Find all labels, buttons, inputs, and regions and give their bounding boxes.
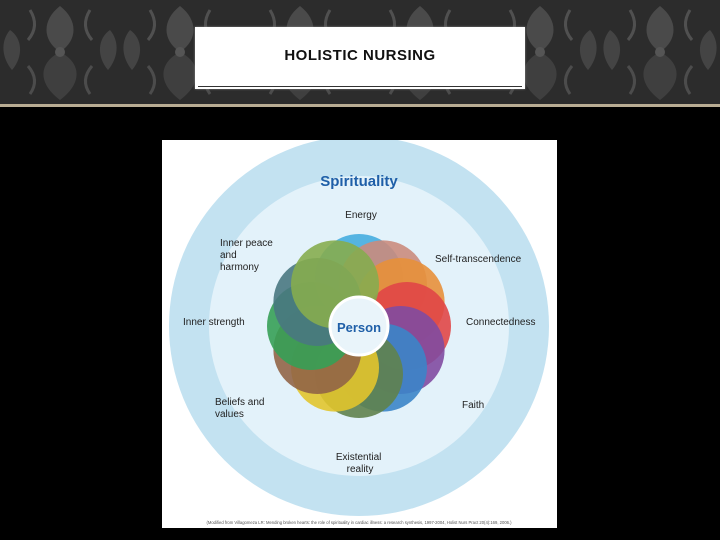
label-energy: Energy (345, 210, 377, 221)
label-beliefs-values: Beliefs and values (215, 397, 265, 420)
center-label: Person (336, 320, 382, 335)
title-underline (198, 86, 522, 87)
banner-divider (0, 104, 720, 107)
slide-title: HOLISTIC NURSING (284, 47, 436, 64)
label-self-transcendence: Self-transcendence (435, 254, 522, 265)
diagram-heading: Spirituality (320, 173, 398, 190)
spirituality-diagram (162, 140, 557, 528)
title-box (195, 27, 525, 89)
label-connectedness: Connectedness (466, 317, 536, 328)
label-faith: Faith (462, 400, 485, 411)
label-existential-reality: Existential reality (335, 452, 382, 475)
citation: (Modified from Villagomeza LR: Mending broken hearts: the role of spirituality in cardiac illness: a research synthesis, 1997-2004, Holist Nurs Pract 20(4):169, 2006.) (206, 520, 512, 525)
label-inner-strength: Inner strength (183, 317, 245, 328)
label-inner-peace: Inner peace and harmony (220, 238, 273, 273)
